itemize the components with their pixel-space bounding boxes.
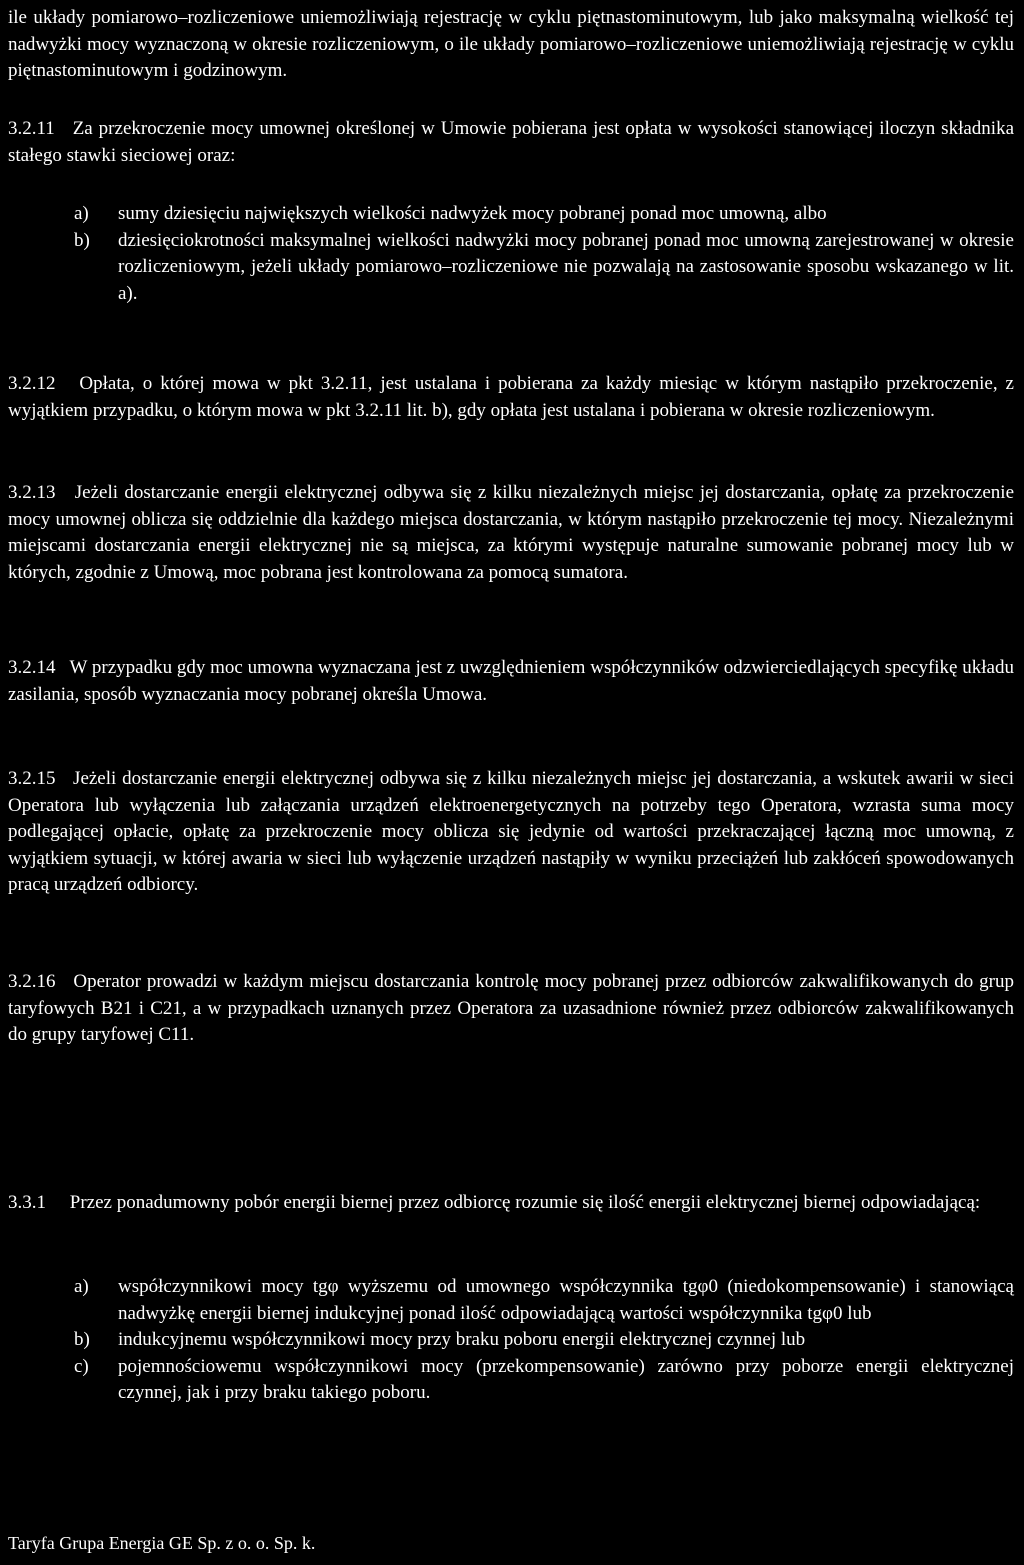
list-text: indukcyjnemu współczynnikowi mocy przy braku poboru energii elektrycznej czynnej lub — [118, 1329, 806, 1350]
list-item — [74, 1354, 1014, 1407]
list-item — [74, 1274, 1014, 1327]
section-text: Operator prowadzi w każdym miejscu dostarczania kontrolę mocy pobranej przez odbiorców zakwalifikowanych do grup taryfowych B21 i C21, a w przypadkach uznanych przez Operatora za uzasadnione również przez odbiorców zakwalifikowanych do grupy taryfowej C11. — [8, 971, 1015, 1045]
section-number: 3.3.1 — [8, 1192, 46, 1213]
section-number: 3.2.15 — [8, 768, 56, 789]
section-number: 3.2.14 — [8, 657, 56, 678]
section-number: 3.2.12 — [8, 373, 56, 394]
section-3-2-11 — [8, 116, 1014, 169]
section-number: 3.2.13 — [8, 482, 56, 503]
section-text: Opłata, o której mowa w pkt 3.2.11, jest ustalana i pobierana za każdy miesiąc w którym nastąpiło przekroczenie, z wyjątkiem przypadku, o którym mowa w pkt 3.2.11 lit. b), gdy opłata jest ustalana i pobierana w okresie rozliczeniowym. — [8, 373, 1014, 421]
list-item — [74, 228, 1014, 308]
list-marker: c) — [74, 1355, 89, 1377]
section-3-2-14 — [8, 655, 1014, 708]
section-3-2-13 — [8, 480, 1014, 586]
section-text: W przypadku gdy moc umowna wyznaczana jest z uwzględnieniem współczynników odzwierciedlających specyfikę układu zasilania, sposób wyznaczania mocy pobranej określa Umowa. — [8, 657, 1014, 705]
section-3-2-11-list — [74, 201, 1014, 307]
list-marker: b) — [74, 1329, 90, 1350]
list-marker: a) — [74, 1276, 89, 1297]
list-item — [74, 201, 1014, 228]
list-text: współczynnikowi mocy tgφ wyższemu od umownego współczynnika tgφ0 (niedokompensowanie) i stanowiącą nadwyżkę energii biernej indukcyjnej ponad ilość odpowiadającą wartości współczynnika tgφ0 lub — [118, 1276, 1014, 1324]
list-item — [74, 1327, 1014, 1354]
section-3-3-1-list — [74, 1274, 1014, 1407]
section-number: 3.2.16 — [8, 971, 56, 992]
list-text: dziesięciokrotności maksymalnej wielkości nadwyżki mocy pobranej ponad moc umowną zarejestrowanej w okresie rozliczeniowym, jeżeli układy pomiarowo–rozliczeniowe nie pozwalają na zastosowanie sposobu wskazanego w lit. a). — [118, 229, 1014, 304]
page-footer: Taryfa Grupa Energia GE Sp. z o. o. Sp. k. — [8, 1533, 316, 1553]
section-3-2-15 — [8, 766, 1014, 899]
section-text: Jeżeli dostarczanie energii elektrycznej odbywa się z kilku niezależnych miejsc jej dostarczania, opłatę za przekroczenie mocy umownej oblicza się oddzielnie dla każdego miejsca dostarczania, w którym nastąpiło przekroczenie tej mocy. Niezależnymi miejscami dostarczania energii elektrycznej nie są miejsca, za którymi występuje naturalne sumowanie pobranej mocy lub w których, zgodnie z Umową, moc pobrana jest kontrolowana za pomocą sumatora. — [8, 482, 1014, 583]
list-text: pojemnościowemu współczynnikowi mocy (przekompensowanie) zarówno przy poborze energii elektrycznej czynnej, jak i przy braku takiego poboru. — [118, 1355, 1014, 1403]
section-text: Przez ponadumowny pobór energii biernej przez odbiorcę rozumie się ilość energii elektrycznej biernej odpowiadającą: — [69, 1192, 981, 1213]
intro-paragraph: ile układy pomiarowo–rozliczeniowe uniemożliwiają rejestrację w cyklu piętnastominutowym, lub jako maksymalną wielkość tej nadwyżki mocy wyznaczoną w okresie rozliczeniowym, o ile układy pomiarowo–rozliczeniowe uniemożliwiają rejestrację w cyklu piętnastominutowym i godzinowym. — [8, 7, 1014, 81]
section-number: 3.2.11 — [8, 118, 55, 139]
section-text: Za przekroczenie mocy umownej określonej w Umowie pobierana jest opłata w wysokości stanowiącej iloczyn składnika stałego stawki sieciowej oraz: — [8, 118, 1014, 166]
list-text: sumy dziesięciu największych wielkości nadwyżek mocy pobranej ponad moc umowną, albo — [118, 203, 827, 224]
list-marker: b) — [74, 229, 90, 251]
document-page — [8, 0, 1016, 1565]
section-3-2-16 — [8, 969, 1014, 1049]
section-3-3-1 — [8, 1190, 1014, 1217]
section-3-2-12 — [8, 371, 1014, 424]
list-marker: a) — [74, 203, 89, 224]
section-text: Jeżeli dostarczanie energii elektrycznej odbywa się z kilku niezależnych miejsc jej dostarczania, a wskutek awarii w sieci Operatora lub wyłączenia lub załączania urządzeń elektroenergetycznych na potrzeby tego Operatora, wzrasta suma mocy podlegającej opłacie, opłatę za przekroczenie mocy oblicza się jedynie od wartości przekraczającej łączną moc umowną, z wyjątkiem sytuacji, w której awaria w sieci lub wyłączenie urządzeń nastąpiły w wyniku przeciążeń lub zakłóceń spowodowanych pracą urządzeń odbiorcy. — [8, 768, 1014, 895]
